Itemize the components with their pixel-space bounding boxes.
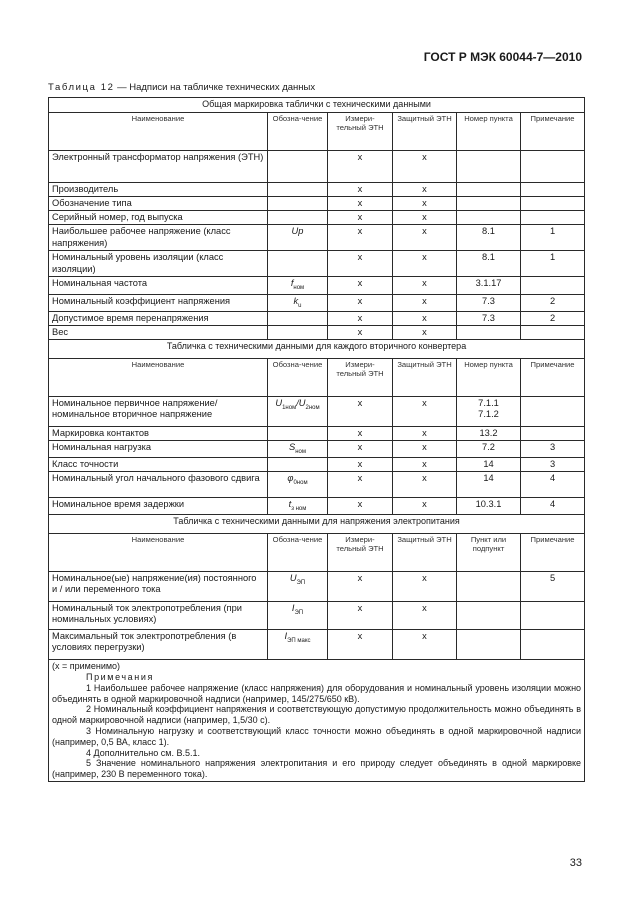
section-title: Табличка с техническими данными для каждого вторичного конвертера [49,339,585,358]
symbol-main: Up [291,226,304,237]
row-symbol [268,197,328,211]
row-note: 4 [521,498,585,515]
row-measuring: x [328,458,393,472]
row-measuring: x [328,602,393,630]
row-clause [457,197,521,211]
symbol-subscript: ном [293,285,305,292]
row-clause [457,211,521,225]
row-note [521,151,585,183]
row-note [521,426,585,440]
col-header-symbol: Обозна-чение [268,534,328,572]
table-row [49,426,585,440]
row-symbol [268,630,328,660]
row-symbol [268,396,328,426]
symbol-main: I [291,603,295,614]
row-measuring: x [328,197,393,211]
row-protective: x [393,396,457,426]
row-clause: 8.1 [457,251,521,277]
row-note: 3 [521,441,585,458]
row-name: Номинальное(ые) напряжение(ия) постоянного и / или переменного тока [49,572,268,602]
section-row [49,515,585,534]
row-measuring: x [328,498,393,515]
caption-label: Таблица 12 [48,82,115,93]
table-row [49,441,585,458]
row-protective: x [393,277,457,294]
row-name: Допустимое время перенапряжения [49,311,268,325]
note-item: 1 Наибольшее рабочее напряжение (класс напряжения) для оборудования и номинальный уровень изоляции можно объединять в одной маркировочной надписи (например, 145/275/650 кВ). [52,682,582,704]
row-name: Производитель [49,183,268,197]
symbol-main: I [284,631,288,642]
symbol-subscript: ном [295,448,306,455]
symbol-subscript: u [298,302,302,309]
row-measuring: x [328,251,393,277]
row-protective: x [393,630,457,660]
col-header-protective: Защитный ЭТН [393,534,457,572]
row-name: Класс точности [49,458,268,472]
row-clause: 13.2 [457,426,521,440]
row-name: Обозначение типа [49,197,268,211]
row-symbol [268,251,328,277]
row-measuring: x [328,426,393,440]
col-header-note: Примечание [521,113,585,151]
col-header-measuring: Измери-тельный ЭТН [328,113,393,151]
row-note [521,277,585,294]
notes-heading: Примечания [86,672,154,683]
row-symbol [268,277,328,294]
row-measuring: x [328,396,393,426]
column-header-row [49,534,585,572]
row-clause: 7.3 [457,294,521,311]
col-header-measuring: Измери-тельный ЭТН [328,534,393,572]
row-measuring: x [328,183,393,197]
row-symbol [268,311,328,325]
table-row [49,211,585,225]
section-title: Табличка с техническими данными для напряжения электропитания [49,515,585,534]
table-row [49,183,585,197]
row-symbol [268,294,328,311]
symbol-main: S [289,442,296,453]
row-protective: x [393,458,457,472]
notes-legend: (x = применимо) [52,661,121,672]
symbol-subscript: 1ном [282,404,297,411]
row-measuring: x [328,225,393,251]
row-symbol [268,441,328,458]
row-measuring: x [328,325,393,339]
notes-row [49,660,585,782]
table-row [49,472,585,498]
row-clause [457,602,521,630]
row-measuring: x [328,630,393,660]
col-header-name: Наименование [49,358,268,396]
row-protective: x [393,183,457,197]
row-name: Номинальный коэффициент напряжения [49,294,268,311]
row-protective: x [393,251,457,277]
notes-cell [49,660,585,782]
row-clause: 14 [457,458,521,472]
symbol-main: φ [287,473,294,484]
column-header-row [49,113,585,151]
table-row [49,602,585,630]
table-row [49,325,585,339]
row-protective: x [393,211,457,225]
row-name: Электронный трансформатор напряжения (ЭТН) [49,151,268,183]
row-name: Максимальный ток электропотребления (в условиях перегрузки) [49,630,268,660]
table-row [49,277,585,294]
row-note [521,602,585,630]
row-symbol [268,572,328,602]
row-symbol [268,211,328,225]
table-row [49,498,585,515]
row-note [521,396,585,426]
table-row [49,630,585,660]
symbol-main: f [290,278,294,289]
row-note [521,183,585,197]
col-header-symbol: Обозна-чение [268,358,328,396]
row-measuring: x [328,151,393,183]
table-row [49,311,585,325]
col-header-note: Примечание [521,358,585,396]
row-measuring: x [328,441,393,458]
row-name: Номинальная нагрузка [49,441,268,458]
row-note [521,211,585,225]
row-symbol [268,325,328,339]
row-clause [457,325,521,339]
row-clause: 7.3 [457,311,521,325]
section-row [49,98,585,113]
row-note: 2 [521,294,585,311]
symbol-main: U [275,397,283,408]
row-clause: 7.1.1 7.1.2 [457,396,521,426]
row-protective: x [393,151,457,183]
col-header-clause: Номер пункта [457,358,521,396]
col-header-clause: Номер пункта [457,113,521,151]
symbol-subscript: ЭП [296,580,306,587]
symbol-main: t [288,499,292,510]
row-protective: x [393,225,457,251]
row-measuring: x [328,211,393,225]
table-row [49,294,585,311]
col-header-name: Наименование [49,534,268,572]
row-symbol [268,472,328,498]
row-protective: x [393,325,457,339]
symbol-subscript: 0ном [293,480,308,487]
table-row [49,251,585,277]
symbol-subscript: з ном [291,506,307,513]
row-clause [457,630,521,660]
table-row [49,151,585,183]
row-protective: x [393,498,457,515]
row-clause [457,183,521,197]
column-header-row [49,358,585,396]
row-measuring: x [328,294,393,311]
row-name: Номинальный угол начального фазового сдвига [49,472,268,498]
col-header-protective: Защитный ЭТН [393,358,457,396]
row-note [521,630,585,660]
row-note: 1 [521,251,585,277]
note-item: 3 Номинальную нагрузку и соответствующий класс точности можно объединять в одной маркировочной надписи (например, 0,5 ВА, класс 1). [52,726,582,747]
row-measuring: x [328,311,393,325]
table-caption [48,82,315,93]
row-clause: 14 [457,472,521,498]
row-clause: 7.2 [457,441,521,458]
note-item: 4 Дополнительно см. В.5.1. [86,747,200,758]
symbol-separator: /U [296,397,306,408]
caption-title: — Надписи на табличке технических данных [114,82,316,93]
row-name: Номинальный ток электропотребления (при номинальных условиях) [49,602,268,630]
document-header: ГОСТ Р МЭК 60044-7—2010 [423,50,582,64]
row-name: Номинальное время задержки [49,498,268,515]
row-symbol [268,458,328,472]
table-row [49,572,585,602]
row-clause [457,151,521,183]
col-header-protective: Защитный ЭТН [393,113,457,151]
col-header-symbol: Обозна-чение [268,113,328,151]
row-symbol [268,498,328,515]
row-note: 3 [521,458,585,472]
row-name: Маркировка контактов [49,426,268,440]
row-note: 5 [521,572,585,602]
row-note [521,325,585,339]
row-name: Вес [49,325,268,339]
row-protective: x [393,311,457,325]
row-name: Серийный номер, год выпуска [49,211,268,225]
row-clause: 10.3.1 [457,498,521,515]
row-protective: x [393,441,457,458]
row-protective: x [393,426,457,440]
row-measuring: x [328,572,393,602]
row-note: 1 [521,225,585,251]
row-name: Номинальный уровень изоляции (класс изоляции) [49,251,268,277]
row-clause [457,572,521,602]
row-note [521,197,585,211]
col-header-name: Наименование [49,113,268,151]
row-protective: x [393,197,457,211]
symbol-subscript: ЭП макс [287,638,311,645]
symbol-main: k [293,295,299,306]
row-note: 2 [521,311,585,325]
symbol-subscript-2: 2ном [305,404,320,411]
row-name: Наибольшее рабочее напряжение (класс напряжения) [49,225,268,251]
row-symbol [268,183,328,197]
col-header-note: Примечание [521,534,585,572]
page-number: 33 [569,857,582,869]
row-symbol [268,151,328,183]
row-measuring: x [328,277,393,294]
row-protective: x [393,602,457,630]
table-row [49,197,585,211]
nameplate-table [48,97,585,782]
symbol-main: U [289,573,297,584]
col-header-measuring: Измери-тельный ЭТН [328,358,393,396]
row-name: Номинальное первичное напряжение/ номинальное вторичное напряжение [49,396,268,426]
table-row [49,225,585,251]
table-row [49,396,585,426]
row-note: 4 [521,472,585,498]
row-protective: x [393,572,457,602]
table-row [49,458,585,472]
symbol-subscript: ЭП [294,610,304,617]
row-protective: x [393,472,457,498]
row-symbol [268,225,328,251]
note-item: 2 Номинальный коэффициент напряжения и соответствующую допустимую продолжительность можно объединять в одной маркировочной надписи (например, 1,5/30 с). [52,704,582,726]
section-row [49,339,585,358]
note-item: 5 Значение номинального напряжения электропитания и его природу следует объединять в одной маркировке (например, 230 В переменного тока). [52,758,582,780]
row-name: Номинальная частота [49,277,268,294]
row-symbol [268,426,328,440]
row-clause: 3.1.17 [457,277,521,294]
col-header-clause: Пункт или подпункт [457,534,521,572]
row-measuring: x [328,472,393,498]
section-title: Общая маркировка таблички с техническими данными [49,98,585,113]
row-protective: x [393,294,457,311]
row-symbol [268,602,328,630]
row-clause: 8.1 [457,225,521,251]
